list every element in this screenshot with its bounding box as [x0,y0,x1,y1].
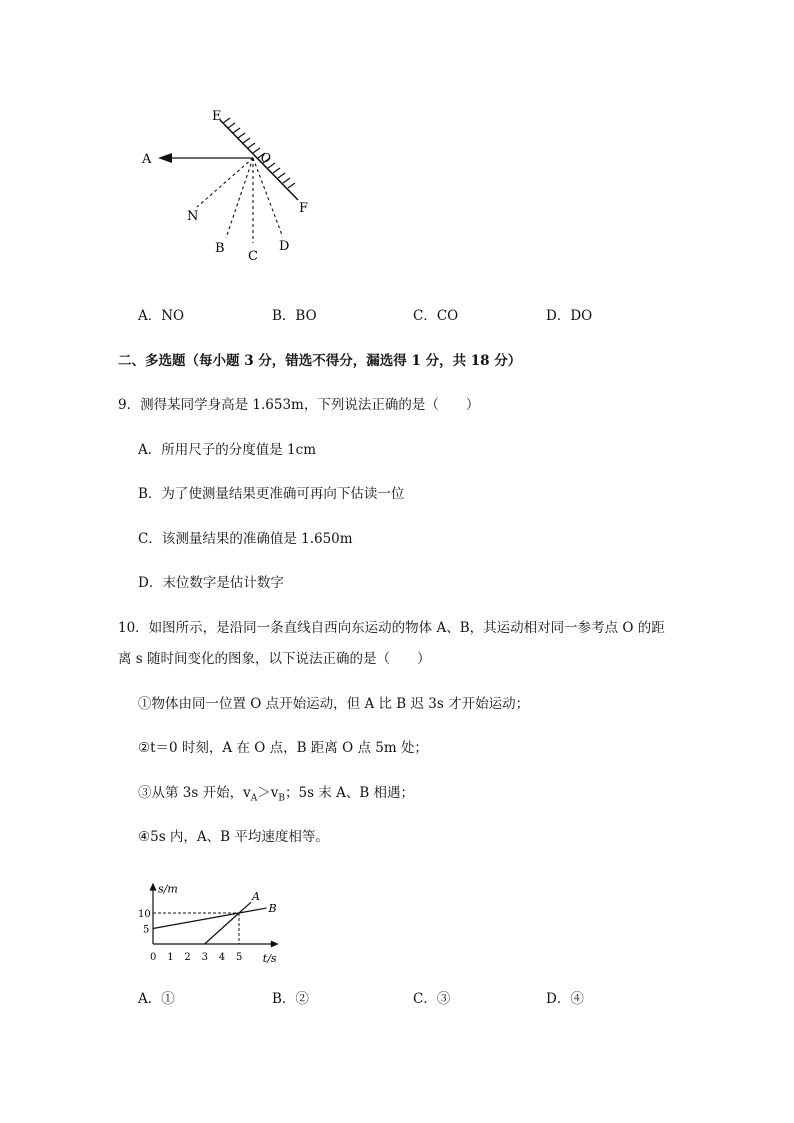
q10-statement-3: ③从第 3s 开始，$v_A>v_B$；5s 末 A、B 相遇； [138,785,415,804]
x-tick-label: 3 [201,952,208,963]
label-n: N [187,209,199,224]
series-label-a: A [252,890,260,904]
label-o: O [261,151,271,165]
q9-option-c[interactable]: C．该测量结果的准确值是 1.650m [138,531,353,547]
x-tick-label: 0 [150,952,157,963]
q9-option-d[interactable]: D．末位数字是估计数字 [138,575,284,591]
y-tick-label: 10 [138,909,151,920]
label-d: D [279,239,290,254]
q10-option-b[interactable]: B．② [272,991,309,1007]
q10-option-c[interactable]: C．③ [413,991,451,1007]
label-c: C [248,249,258,264]
label-f: F [299,201,309,216]
q8-option-d[interactable]: D．DO [546,308,593,324]
series-line-a [205,902,251,944]
q10-option-d[interactable]: D．④ [546,991,584,1007]
q8-option-b[interactable]: B．BO [272,308,317,324]
y-axis-label: s/m [158,882,178,896]
q9-option-a[interactable]: A．所用尺子的分度值是 1cm [138,442,316,458]
section-title: 二、多选题（每小题 3 分，错选不得分，漏选得 1 分，共 18 分） [118,353,522,369]
x-tick-label: 1 [167,952,174,963]
x-axis-label: t/s [262,952,277,965]
q10-stem-line1: 10．如图所示，是沿同一条直线自西向东运动的物体 A、B，其运动相对同一参考点 O 的距 [118,620,665,636]
q10-stem-line2: 离 s 随时间变化的图象，以下说法正确的是（ ） [118,651,431,667]
q9-option-b[interactable]: B．为了使测量结果更准确可再向下估读一位 [138,486,405,502]
arrow-head-icon [158,153,172,163]
q10-option-a[interactable]: A．① [138,991,175,1007]
mirror-hatching [223,118,295,188]
st-chart [138,858,298,968]
series-line-b [153,908,267,928]
x-axis-arrow-icon [271,941,279,948]
q10-statement-4: ④5s 内，A、B 平均速度相等。 [138,829,329,845]
q10-statement-1: ①物体由同一位置 O 点开始运动，但 A 比 B 迟 3s 才开始运动； [138,696,530,712]
q8-option-c[interactable]: C．CO [413,308,459,324]
q10-statement-2: ②t＝0 时刻，A 在 O 点，B 距离 O 点 5m 处； [138,740,428,756]
mirror-line [220,120,298,200]
x-tick-label: 2 [184,952,191,963]
x-tick-label: 4 [218,952,226,963]
x-tick-label: 5 [236,952,243,963]
label-e: E [212,109,222,124]
q9-stem: 9．测得某同学身高是 1.653m，下列说法正确的是（ ） [118,397,480,413]
label-a: A [142,152,152,167]
y-axis-arrow-icon [150,883,157,891]
label-b: B [215,241,225,256]
y-tick-label: 5 [143,924,150,936]
q8-option-a[interactable]: A．NO [138,308,185,324]
reflection-figure [130,100,330,270]
series-label-b: B [268,902,277,916]
